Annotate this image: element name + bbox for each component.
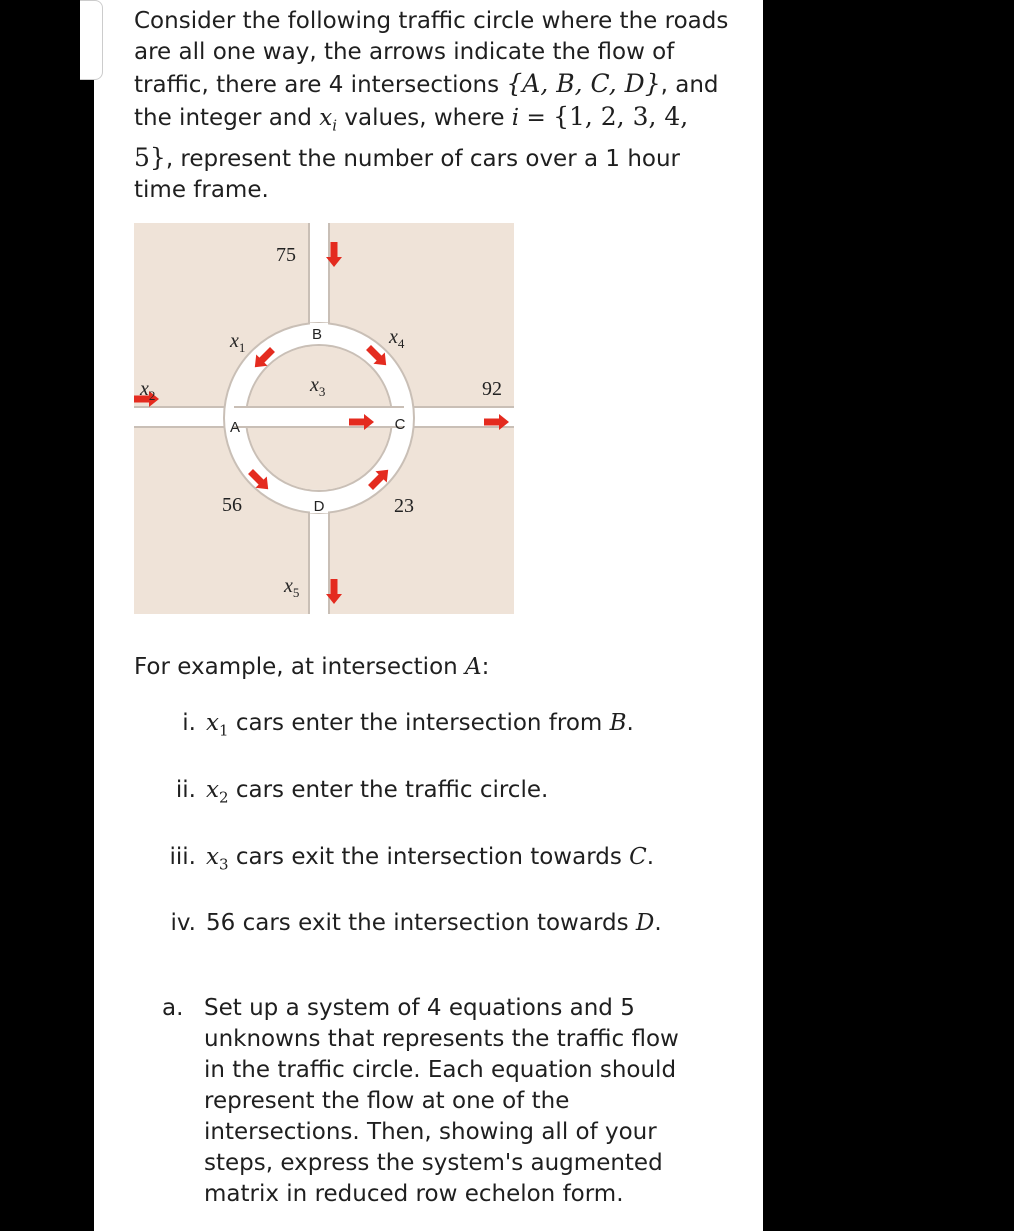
- label-sw-56: 56: [222, 494, 242, 516]
- traffic-diagram-svg: [134, 223, 514, 614]
- intro-paragraph: [134, 6, 734, 206]
- intersection-set: {A, B, C, D}: [506, 69, 661, 98]
- label-a: A: [229, 419, 241, 436]
- label-top-75: 75: [276, 244, 296, 266]
- label-x1: $x_1$: [230, 330, 246, 355]
- intro-text: Consider the following traffic circle where the roads are all one way, the arrows indicate the flow of traffic, there are 4 intersections: [134, 8, 729, 98]
- example-item-4: iv. 56 cars exit the intersection towards D.: [170, 910, 662, 936]
- example-heading-text: For example, at intersection: [134, 654, 458, 680]
- equals-sign: =: [526, 105, 546, 131]
- content-panel: [94, 0, 763, 1231]
- label-right-92: 92: [482, 378, 502, 400]
- label-se-23: 23: [394, 495, 414, 517]
- side-tab[interactable]: [80, 0, 103, 80]
- label-c: C: [394, 416, 406, 433]
- xi-sub: i: [332, 116, 338, 135]
- example-heading: For example, at intersection A:: [134, 654, 490, 680]
- intro-text-2: , and the integer and: [134, 72, 719, 131]
- traffic-circle-diagram: [134, 223, 514, 614]
- example-item-2: ii. $x_2$ cars enter the traffic circle.: [175, 777, 549, 807]
- label-b: B: [311, 326, 323, 343]
- example-item-1: i. $x_1$ cars enter the intersection from B.: [182, 710, 634, 740]
- label-x5: $x_5$: [284, 575, 300, 600]
- intro-text-4: , represent the number of cars over a 1 hour time frame.: [134, 145, 681, 203]
- label-x4: $x_4$: [389, 326, 405, 351]
- label-d: D: [313, 498, 325, 515]
- question-letter: a.: [162, 995, 184, 1021]
- xi-var: x: [319, 105, 333, 131]
- example-heading-var: A: [465, 654, 482, 680]
- question-a: [162, 993, 702, 1210]
- label-x2: $x_2$: [140, 378, 156, 403]
- label-x3: $x_3$: [310, 374, 326, 399]
- example-item-3: iii. $x_3$ cars exit the intersection towards C.: [169, 844, 655, 874]
- ring-center-road: [234, 408, 404, 426]
- question-text: Set up a system of 4 equations and 5 unknowns that represents the traffic flow in the traffic circle. Each equation should represent the flow at one of the intersections. Then, showing all of your steps, express the system's augmented matrix in reduced row echelon form.: [204, 995, 679, 1207]
- intro-text-3: values, where: [344, 105, 505, 131]
- index-set: {1, 2, 3, 4, 5}: [134, 102, 689, 172]
- i-var: i: [511, 105, 520, 131]
